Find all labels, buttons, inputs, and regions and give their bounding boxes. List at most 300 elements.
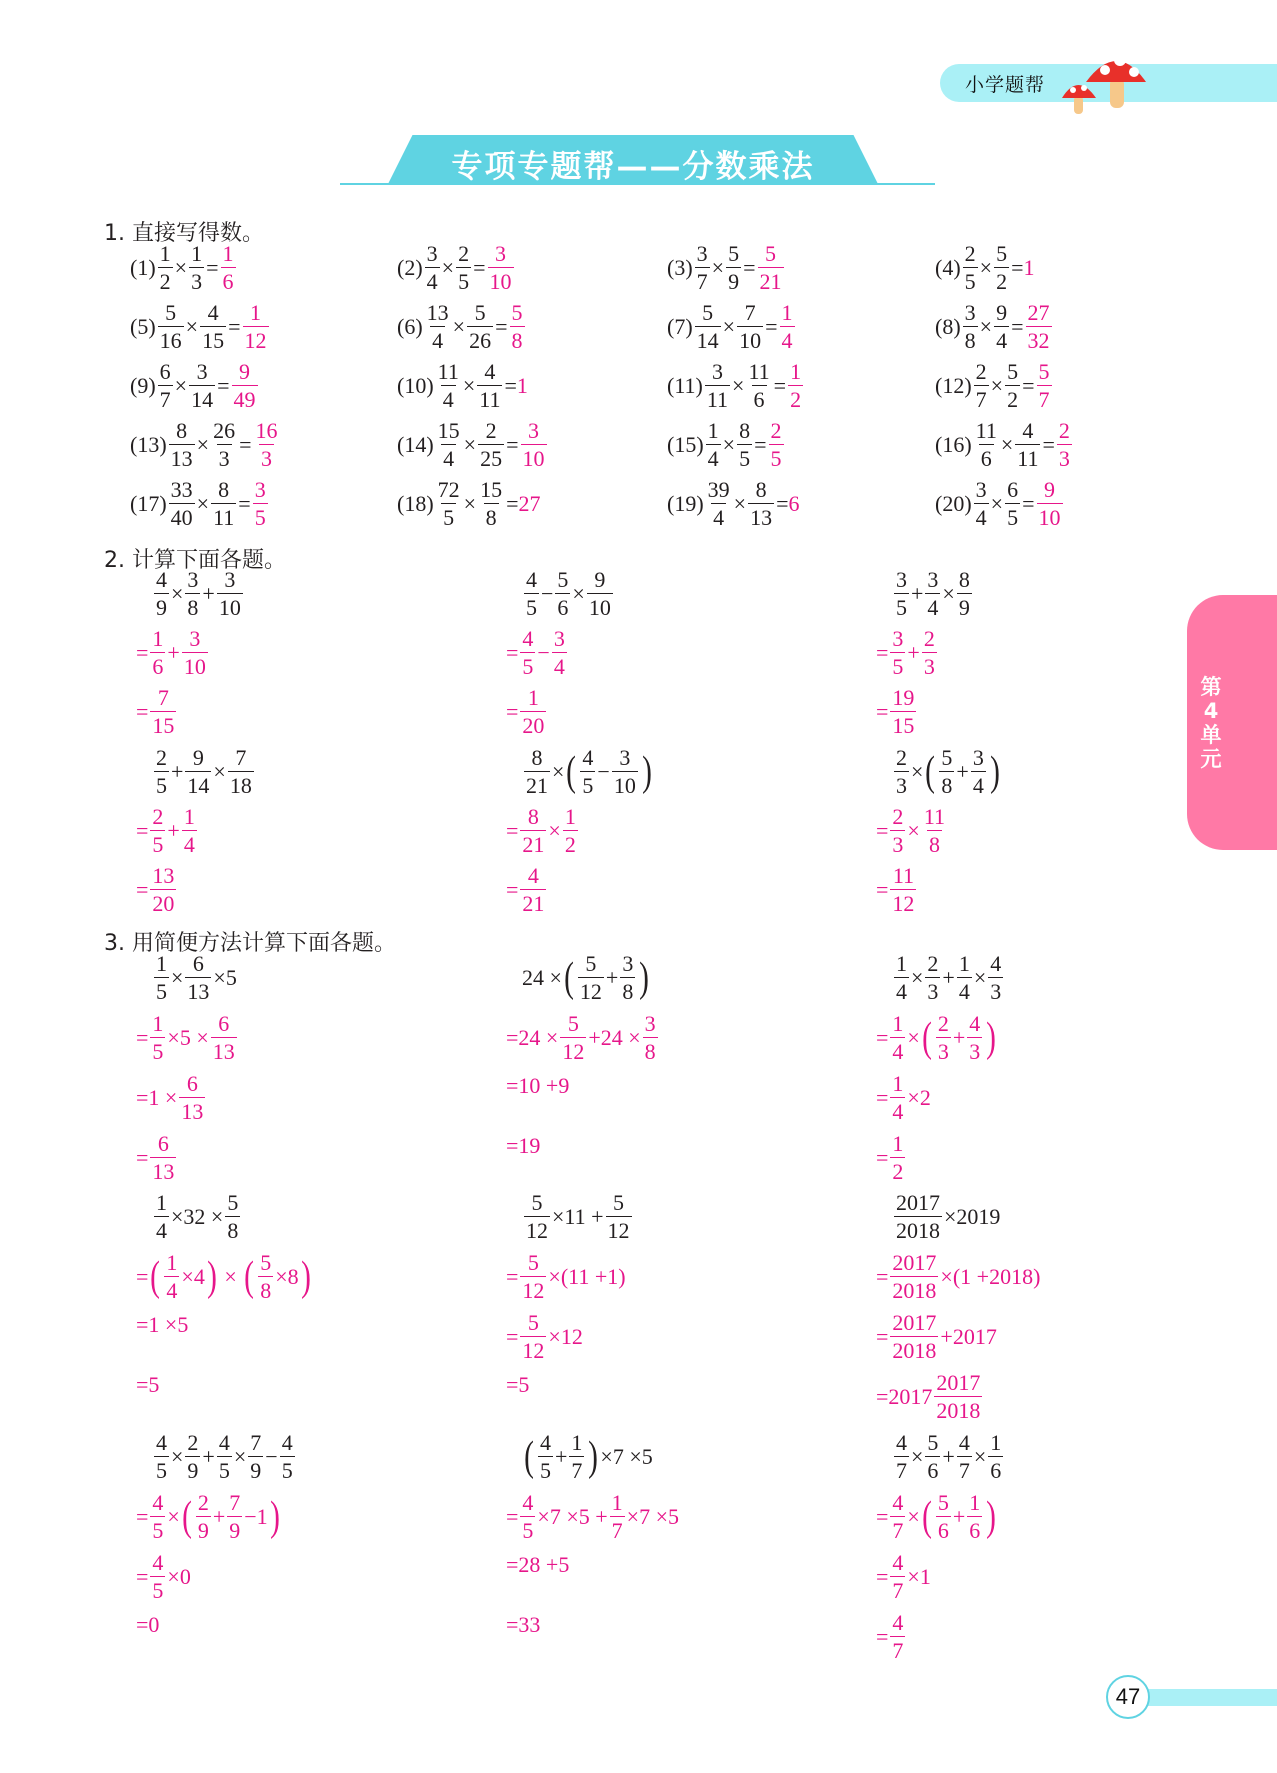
q1-item xyxy=(397,243,516,293)
q2-question xyxy=(152,569,245,619)
math-text: =10 +9 xyxy=(506,1073,570,1098)
math-text: × xyxy=(218,1264,243,1289)
fraction xyxy=(894,569,909,619)
denominator: 12 xyxy=(244,328,267,353)
fraction xyxy=(894,953,909,1003)
fraction xyxy=(1057,420,1072,470)
numerator: 8 xyxy=(218,477,230,502)
denominator: 9 xyxy=(958,595,970,620)
numerator: 6 xyxy=(159,359,171,384)
fraction xyxy=(189,243,204,293)
math-text: = xyxy=(876,1564,889,1589)
denominator: 8 xyxy=(928,832,940,857)
numerator: 4 xyxy=(527,863,539,888)
math-text: = xyxy=(876,1145,889,1170)
math-text: = xyxy=(876,1085,889,1110)
fraction xyxy=(936,1013,951,1063)
numerator: 3 xyxy=(927,567,939,592)
numerator: 3 xyxy=(254,477,266,502)
fraction xyxy=(467,302,493,352)
fraction xyxy=(154,1192,169,1242)
q2-step xyxy=(876,687,918,737)
fraction xyxy=(578,953,604,1003)
q3-step xyxy=(506,1133,540,1159)
denominator: 25 xyxy=(480,446,503,471)
fraction xyxy=(890,1252,938,1302)
math-text: 1 xyxy=(516,373,528,398)
denominator: 5 xyxy=(522,1518,534,1543)
fraction xyxy=(994,302,1009,352)
numerator: 3 xyxy=(892,626,904,651)
denominator: 20 xyxy=(152,891,175,916)
numerator: 9 xyxy=(996,300,1008,325)
numerator: 6 xyxy=(186,1071,198,1096)
fraction xyxy=(706,479,732,529)
denominator: 8 xyxy=(622,979,634,1004)
fraction xyxy=(890,628,905,678)
fraction xyxy=(436,420,462,470)
fraction xyxy=(957,1432,972,1482)
denominator: 7 xyxy=(892,1578,904,1603)
denominator: 7 xyxy=(611,1518,623,1543)
numerator: 3 xyxy=(426,241,438,266)
numerator: 5 xyxy=(527,1250,539,1275)
denominator: 4 xyxy=(958,979,970,1004)
numerator: 1 xyxy=(166,1250,178,1275)
fraction xyxy=(243,302,269,352)
math-text: × xyxy=(196,491,210,516)
numerator: 4 xyxy=(156,1430,167,1455)
math-text: × xyxy=(722,314,736,339)
q3-step xyxy=(136,1492,282,1542)
fraction xyxy=(939,747,954,797)
numerator: 8 xyxy=(958,567,970,592)
numerator: 2 xyxy=(458,241,470,266)
math-text: × xyxy=(452,314,466,339)
denominator: 5 xyxy=(152,832,164,857)
math-text: × xyxy=(973,1444,987,1469)
denominator: 7 xyxy=(958,1458,970,1483)
denominator: 10 xyxy=(522,446,545,471)
fraction xyxy=(185,747,211,797)
q1-item xyxy=(935,420,1074,470)
fraction xyxy=(169,479,195,529)
math-text: × xyxy=(911,759,924,784)
denominator: 21 xyxy=(522,891,545,916)
left-paren: ( xyxy=(181,1494,192,1540)
numerator: 6 xyxy=(1007,477,1019,502)
denominator: 4 xyxy=(972,773,984,798)
fraction xyxy=(150,687,176,737)
fraction xyxy=(925,1432,940,1482)
denominator: 6 xyxy=(990,1458,1002,1483)
fraction xyxy=(217,569,243,619)
math-text: × xyxy=(907,818,920,843)
fraction xyxy=(555,569,570,619)
denominator: 4 xyxy=(996,328,1008,353)
fraction xyxy=(232,361,258,411)
left-paren: ( xyxy=(150,1254,161,1300)
denominator: 10 xyxy=(218,595,241,620)
denominator: 13 xyxy=(750,505,773,530)
numerator: 7 xyxy=(235,745,247,770)
denominator: 12 xyxy=(892,891,915,916)
denominator: 40 xyxy=(170,505,193,530)
q3-step xyxy=(506,1612,540,1638)
q1-item xyxy=(397,361,528,411)
denominator: 13 xyxy=(170,446,193,471)
denominator: 13 xyxy=(152,1159,175,1184)
denominator: 5 xyxy=(582,773,594,798)
math-text: = xyxy=(773,373,787,398)
left-paren: ( xyxy=(564,955,574,1001)
denominator: 2018 xyxy=(936,1398,981,1423)
numerator: 5 xyxy=(728,241,740,266)
math-text: × xyxy=(1000,432,1014,457)
numerator: 5 xyxy=(567,1011,579,1036)
fraction xyxy=(456,243,471,293)
fraction xyxy=(225,1192,240,1242)
math-text: 24 × xyxy=(522,965,562,990)
fraction xyxy=(936,1492,951,1542)
numerator: 11 xyxy=(923,804,946,829)
math-text: × xyxy=(463,491,477,516)
fraction xyxy=(478,479,504,529)
fraction xyxy=(890,1552,905,1602)
fraction xyxy=(150,628,165,678)
fraction xyxy=(488,243,514,293)
math-text: = xyxy=(876,1504,889,1529)
numerator: 11 xyxy=(975,418,997,443)
left-paren: ( xyxy=(921,1494,932,1540)
denominator: 5 xyxy=(1007,505,1019,530)
numerator: 2017 xyxy=(892,1250,937,1275)
math-text: − xyxy=(597,759,610,784)
numerator: 4 xyxy=(218,1430,230,1455)
denominator: 20 xyxy=(522,713,545,738)
fraction xyxy=(182,806,197,856)
fraction xyxy=(436,361,461,411)
fraction xyxy=(1037,479,1063,529)
q1-item xyxy=(667,420,786,470)
fraction xyxy=(769,420,784,470)
right-paren: ) xyxy=(269,1494,280,1540)
denominator: 12 xyxy=(562,1039,585,1064)
q3-question xyxy=(892,1432,1005,1482)
numerator: 3 xyxy=(644,1011,656,1036)
numerator: 4 xyxy=(152,1550,164,1575)
denominator: 5 xyxy=(896,595,907,620)
fraction xyxy=(890,1492,905,1542)
fraction xyxy=(478,420,504,470)
numerator: 3 xyxy=(619,745,631,770)
denominator: 15 xyxy=(152,713,175,738)
math-text: + xyxy=(212,1504,226,1529)
denominator: 21 xyxy=(522,832,545,857)
numerator: 5 xyxy=(511,300,523,325)
q1-item xyxy=(667,302,797,352)
numerator: 8 xyxy=(739,418,751,443)
math-text: + xyxy=(202,1444,215,1469)
left-paren: ( xyxy=(921,1015,932,1061)
numerator: 1 xyxy=(564,804,576,829)
numerator: 6 xyxy=(218,1011,230,1036)
fraction xyxy=(158,243,173,293)
numerator: 5 xyxy=(996,241,1008,266)
q3-question xyxy=(522,1432,653,1482)
fraction xyxy=(705,361,730,411)
right-paren: ) xyxy=(588,1434,599,1480)
math-text: = xyxy=(136,1264,149,1289)
denominator: 15 xyxy=(892,713,915,738)
q3-step xyxy=(506,1552,569,1578)
fraction xyxy=(967,1013,982,1063)
denominator: 10 xyxy=(489,269,512,294)
fraction xyxy=(211,420,237,470)
numerator: 9 xyxy=(239,359,250,384)
math-text: = xyxy=(743,255,756,280)
math-text: =33 xyxy=(506,1612,541,1637)
denominator: 11 xyxy=(706,387,729,412)
fraction xyxy=(200,302,226,352)
fraction xyxy=(780,302,795,352)
section-heading-q2: 2. 计算下面各题。 xyxy=(104,548,286,573)
denominator: 5 xyxy=(522,654,534,679)
numerator: 2 xyxy=(156,745,167,770)
q1-item xyxy=(935,479,1065,529)
numerator: 1 xyxy=(156,1190,167,1215)
numerator: 4 xyxy=(540,1430,551,1455)
numerator: 9 xyxy=(1044,477,1055,502)
denominator: 5 xyxy=(892,654,904,679)
fraction xyxy=(520,628,535,678)
fraction xyxy=(280,1432,295,1482)
numerator: 39 xyxy=(707,477,730,502)
denominator: 4 xyxy=(781,328,793,353)
numerator: 1 xyxy=(571,1430,583,1455)
math-text: + xyxy=(605,965,619,990)
fraction xyxy=(963,243,978,293)
q3-step xyxy=(506,1013,660,1063)
fraction xyxy=(890,1133,905,1183)
fraction xyxy=(154,747,169,797)
numerator: 27 xyxy=(1027,300,1050,325)
numerator: 2 xyxy=(896,745,907,770)
numerator: 5 xyxy=(165,300,177,325)
numerator: 1 xyxy=(969,1490,981,1515)
numerator: 3 xyxy=(528,418,539,443)
q2-step xyxy=(136,628,210,678)
numerator: 1 xyxy=(892,1071,904,1096)
denominator: 14 xyxy=(696,328,719,353)
denominator: 4 xyxy=(432,328,444,353)
item-number: (19) xyxy=(667,491,704,516)
fraction xyxy=(524,569,539,619)
fraction xyxy=(169,420,195,470)
q2-step xyxy=(506,687,548,737)
denominator: 3 xyxy=(261,446,272,471)
left-paren: ( xyxy=(925,749,936,795)
math-text: × xyxy=(973,965,987,990)
denominator: 2 xyxy=(892,1159,904,1184)
denominator: 4 xyxy=(975,505,987,530)
numerator: 5 xyxy=(557,567,569,592)
numerator: 8 xyxy=(531,745,543,770)
denominator: 8 xyxy=(964,328,976,353)
denominator: 2018 xyxy=(896,1218,940,1243)
math-text: = xyxy=(754,432,767,457)
numerator: 33 xyxy=(170,477,193,502)
denominator: 5 xyxy=(770,446,782,471)
q2-step xyxy=(136,806,199,856)
denominator: 8 xyxy=(227,1218,239,1243)
numerator: 4 xyxy=(990,951,1002,976)
denominator: 8 xyxy=(260,1278,272,1303)
numerator: 5 xyxy=(527,1310,539,1335)
numerator: 13 xyxy=(152,863,175,888)
numerator: 2 xyxy=(975,359,987,384)
fraction xyxy=(695,243,710,293)
denominator: 4 xyxy=(553,654,565,679)
denominator: 3 xyxy=(923,654,935,679)
numerator: 4 xyxy=(522,1490,534,1515)
q3-step xyxy=(136,1073,207,1123)
fraction xyxy=(1026,302,1052,352)
numerator: 8 xyxy=(527,804,539,829)
numerator: 4 xyxy=(969,1011,981,1036)
math-text: × xyxy=(196,432,210,457)
fraction xyxy=(1015,420,1040,470)
math-text: ×2019 xyxy=(944,1204,1001,1229)
denominator: 9 xyxy=(187,1458,199,1483)
unit-tab-char: 4 xyxy=(1203,699,1219,723)
q3-step xyxy=(876,1133,907,1183)
math-text: × xyxy=(733,491,747,516)
fraction xyxy=(520,1252,546,1302)
denominator: 4 xyxy=(896,979,907,1004)
right-paren: ) xyxy=(641,749,652,795)
numerator: 5 xyxy=(531,1190,543,1215)
fraction xyxy=(520,1312,546,1362)
item-number: (13) xyxy=(130,432,167,457)
denominator: 5 xyxy=(156,773,167,798)
numerator: 2 xyxy=(770,418,782,443)
math-text: × xyxy=(463,432,477,457)
item-number: (1) xyxy=(130,255,156,280)
item-number: (5) xyxy=(130,314,156,339)
numerator: 2017 xyxy=(892,1310,937,1335)
fraction xyxy=(538,1432,553,1482)
numerator: 1 xyxy=(183,804,195,829)
numerator: 5 xyxy=(941,745,953,770)
math-text: × xyxy=(167,1504,180,1529)
math-text: × xyxy=(233,1444,247,1469)
fraction xyxy=(436,479,462,529)
fraction xyxy=(150,1552,165,1602)
item-number: (11) xyxy=(667,373,703,398)
math-text: ×(1 +2018) xyxy=(940,1264,1041,1289)
numerator: 8 xyxy=(755,477,767,502)
numerator: 2 xyxy=(197,1490,209,1515)
math-text: = xyxy=(506,1324,519,1349)
numerator: 3 xyxy=(553,626,565,651)
math-text: × xyxy=(552,759,565,784)
math-text: +2017 xyxy=(940,1324,997,1349)
denominator: 6 xyxy=(152,654,164,679)
math-text: − xyxy=(537,640,550,665)
denominator: 32 xyxy=(1027,328,1050,353)
math-text: × xyxy=(213,759,226,784)
denominator: 15 xyxy=(202,328,225,353)
math-text: = xyxy=(506,491,519,516)
denominator: 14 xyxy=(191,387,214,412)
denominator: 8 xyxy=(187,595,199,620)
numerator: 1 xyxy=(892,1131,904,1156)
math-text: = xyxy=(876,818,889,843)
math-text: = xyxy=(1011,314,1024,339)
numerator: 19 xyxy=(892,685,915,710)
denominator: 7 xyxy=(159,387,171,412)
numerator: 26 xyxy=(213,418,236,443)
math-text: ×8 xyxy=(275,1264,299,1289)
math-text: ×7 ×5 xyxy=(626,1504,679,1529)
denominator: 4 xyxy=(707,446,719,471)
fraction xyxy=(248,1432,263,1482)
fraction xyxy=(520,865,546,915)
fraction xyxy=(520,687,546,737)
q3-step xyxy=(876,1252,1040,1302)
fraction xyxy=(185,953,211,1003)
math-text: = xyxy=(876,1264,889,1289)
fraction xyxy=(520,806,546,856)
fraction xyxy=(737,302,763,352)
fraction xyxy=(150,1013,165,1063)
q1-item xyxy=(935,361,1054,411)
numerator: 15 xyxy=(480,477,503,502)
numerator: 1 xyxy=(990,1430,1002,1455)
fraction xyxy=(971,747,986,797)
math-text: = xyxy=(1022,373,1035,398)
numerator: 3 xyxy=(622,951,634,976)
fraction xyxy=(182,628,208,678)
q3-step xyxy=(136,1612,159,1638)
brand-label: 小学题帮 xyxy=(965,74,1046,96)
numerator: 8 xyxy=(176,418,188,443)
math-text: + xyxy=(171,759,184,784)
numerator: 72 xyxy=(437,477,460,502)
denominator: 12 xyxy=(579,979,602,1004)
numerator: 1 xyxy=(790,359,802,384)
math-text: ×11 + xyxy=(552,1204,604,1229)
denominator: 11 xyxy=(1017,446,1039,471)
right-paren: ) xyxy=(986,1494,997,1540)
numerator: 4 xyxy=(958,1430,970,1455)
fraction xyxy=(612,747,638,797)
q1-item xyxy=(130,479,270,529)
denominator: 12 xyxy=(522,1278,545,1303)
numerator: 15 xyxy=(437,418,460,443)
item-number: (10) xyxy=(397,373,434,398)
q3-step xyxy=(506,1312,583,1362)
math-text: × xyxy=(185,314,199,339)
fraction xyxy=(695,302,721,352)
fraction xyxy=(524,747,550,797)
numerator: 5 xyxy=(927,1430,939,1455)
denominator: 12 xyxy=(526,1218,548,1243)
numerator: 5 xyxy=(765,241,776,266)
numerator: 4 xyxy=(281,1430,293,1455)
denominator: 7 xyxy=(892,1518,904,1543)
